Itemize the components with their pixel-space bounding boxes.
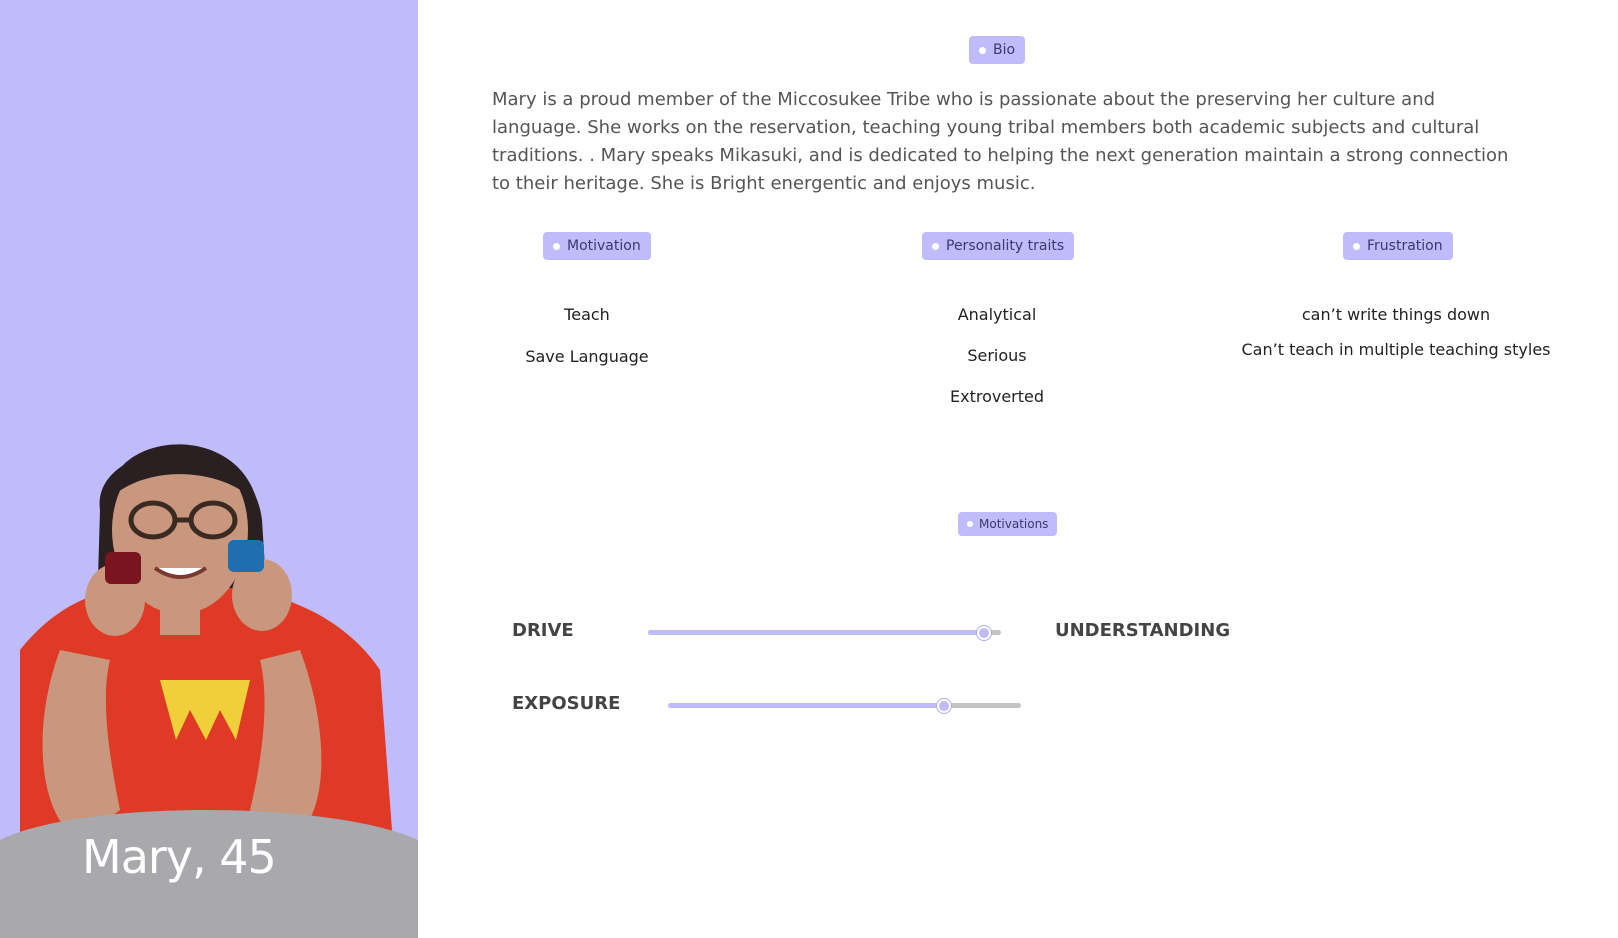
bio-tag-label: Bio	[993, 42, 1016, 58]
drive-slider[interactable]	[648, 630, 1001, 635]
exposure-label: EXPOSURE	[512, 693, 621, 714]
motivation-item: Save Language	[525, 347, 649, 366]
understanding-label: UNDERSTANDING	[1055, 620, 1231, 641]
exposure-slider[interactable]	[668, 703, 1021, 708]
frustration-item: Can’t teach in multiple teaching styles	[1241, 340, 1551, 359]
exposure-slider-fill	[668, 703, 943, 708]
motivations-tag-label: Motivations	[979, 517, 1049, 531]
frustration-tag-label: Frustration	[1367, 238, 1443, 254]
dot-icon	[1353, 243, 1360, 250]
personality-traits-tag-label: Personality traits	[946, 238, 1065, 254]
personality-item: Extroverted	[949, 387, 1045, 406]
exposure-slider-thumb[interactable]	[937, 699, 951, 713]
dot-icon	[932, 243, 939, 250]
motivations-tag	[958, 512, 1057, 536]
frustration-tag	[1343, 232, 1453, 260]
dot-icon	[979, 47, 986, 54]
personality-traits-tag	[922, 232, 1074, 260]
persona-panel	[0, 0, 418, 938]
bio-text: Mary is a proud member of the Miccosukee Tribe who is passionate about the preserving her culture and language. She works on the reservation, teaching young tribal members both academic subjects and cultural traditions. . Mary speaks Mikasuki, and is dedicated to helping the next generation maintain a strong connection to their heritage. She is Bright energentic and enjoys music.	[492, 89, 1509, 194]
motivation-tag	[543, 232, 651, 260]
drive-slider-thumb[interactable]	[977, 626, 991, 640]
frustration-item: can’t write things down	[1301, 305, 1491, 324]
dot-icon	[967, 521, 973, 527]
personality-item: Serious	[967, 346, 1027, 365]
bio-tag	[969, 36, 1025, 64]
drive-slider-fill	[648, 630, 983, 635]
motivation-tag-label: Motivation	[567, 238, 641, 254]
motivation-item: Teach	[564, 305, 610, 324]
dot-icon	[553, 243, 560, 250]
persona-name-title: Mary, 45	[82, 830, 276, 884]
personality-item: Analytical	[957, 305, 1037, 324]
drive-label: DRIVE	[512, 620, 574, 641]
